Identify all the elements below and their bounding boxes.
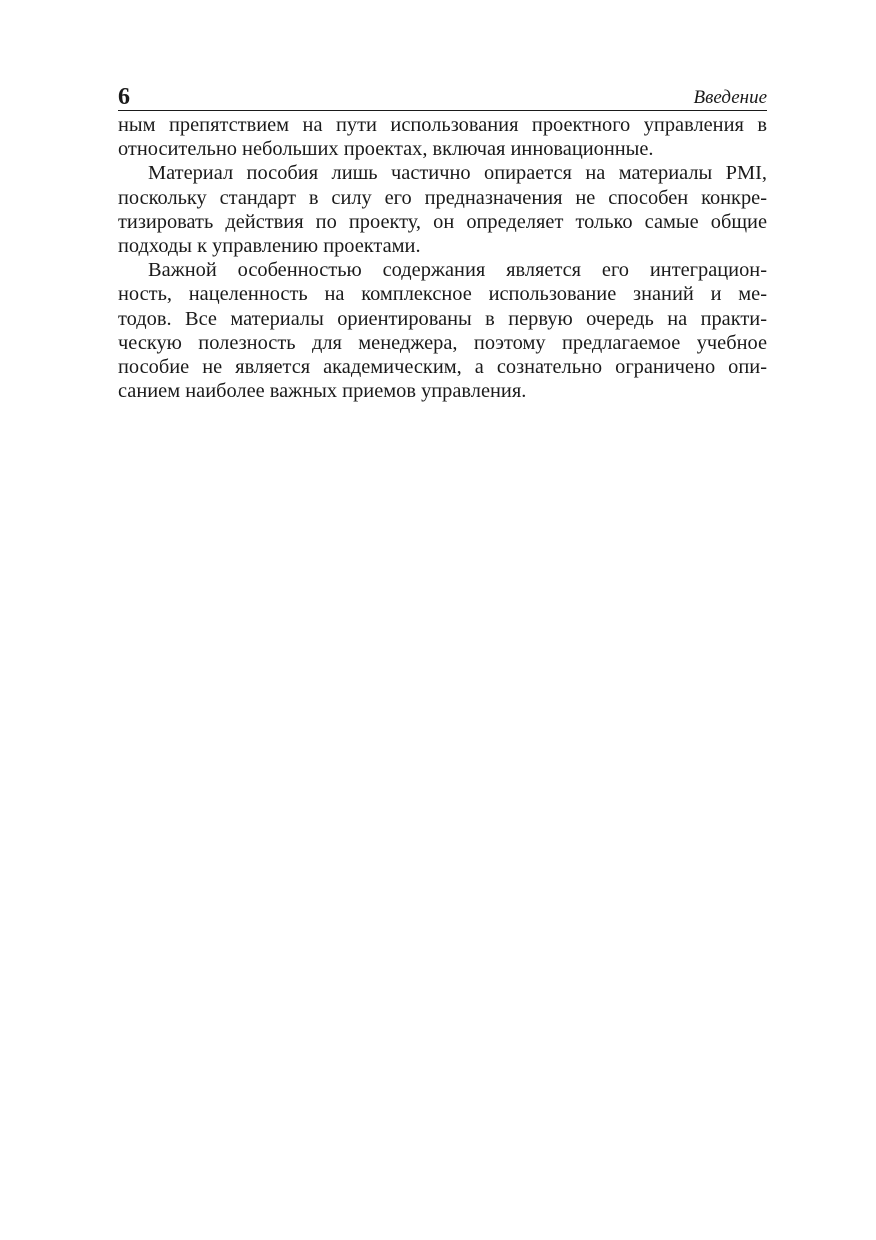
text-line: пособие не является академическим, а сознательно ограничено опи-	[118, 356, 767, 379]
text-line: Важной особенностью содержания является его интеграцион-	[148, 259, 767, 282]
text-line: ным препятствием на пути использования проектного управления в	[118, 114, 767, 136]
text-line: относительно небольших проектах, включая инновационные.	[118, 138, 654, 161]
page-number: 6	[118, 84, 130, 110]
paragraph-3	[118, 258, 767, 403]
text-line: санием наиболее важных приемов управления.	[118, 380, 527, 403]
paragraph-1	[118, 113, 767, 161]
text-line: ческую полезность для менеджера, поэтому предлагаемое учебное	[118, 331, 767, 354]
text-line: ность, нацеленность на комплексное использование знаний и ме-	[118, 283, 767, 306]
paragraph-2	[118, 161, 767, 258]
body-text	[118, 113, 767, 403]
text-line: Материал пособия лишь частично опирается на материалы PMI,	[148, 162, 767, 185]
text-line: подходы к управлению проектами.	[118, 235, 421, 258]
text-line: тизировать действия по проекту, он определяет только самые общие	[118, 210, 767, 233]
text-line: тодов. Все материалы ориентированы в первую очередь на практи-	[118, 307, 767, 330]
running-header	[118, 84, 767, 111]
book-page	[118, 84, 767, 403]
text-line: поскольку стандарт в силу его предназначения не способен конкре-	[118, 186, 767, 209]
section-title: Введение	[693, 87, 767, 108]
